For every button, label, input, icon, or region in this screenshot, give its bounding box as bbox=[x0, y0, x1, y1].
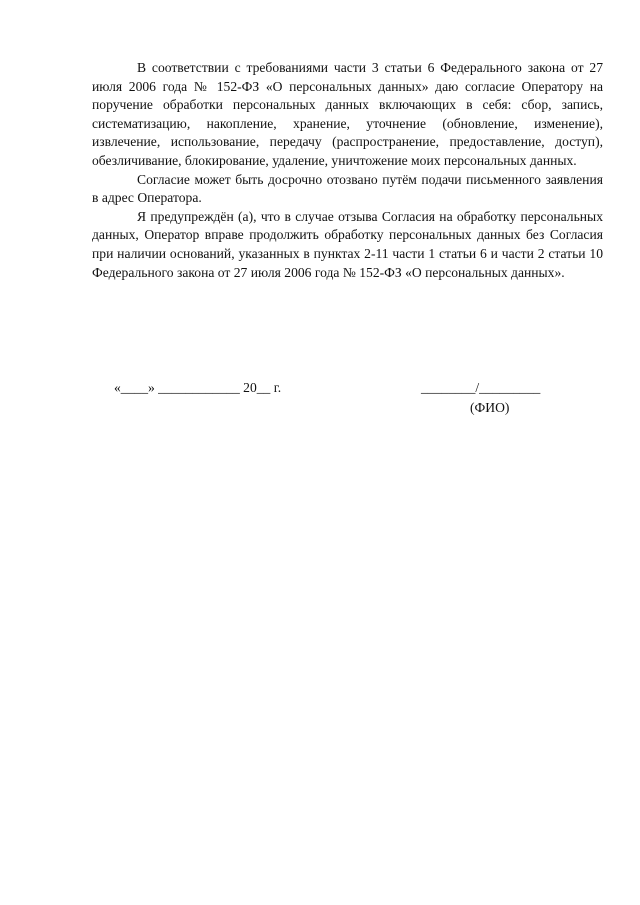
signature-block bbox=[92, 379, 603, 419]
consent-paragraph: В соответствии с требованиями части 3 статьи 6 Федерального закона от 27 июля 2006 года № 152-ФЗ «О персональных данных» даю согласие Оператору на поручение обработки персональных данных включающих в себя: сбор, запись, систематизацию, накопление, хранение, уточнение (обновление, изменение), извлечение, использование, передачу (распространение, предоставление, доступ), обезличивание, блокирование, удаление, уничтожение моих персональных данных. bbox=[92, 60, 603, 168]
revocation-paragraph: Согласие может быть досрочно отозвано путём подачи письменного заявления в адрес Оператора. bbox=[92, 171, 603, 206]
signature-line: ________/_________ bbox=[421, 380, 541, 395]
document-page bbox=[92, 59, 603, 415]
fio-label: (ФИО) bbox=[470, 400, 510, 415]
date-line: «____» ____________ 20__ г. bbox=[114, 380, 282, 395]
warning-paragraph: Я предупреждён (а), что в случае отзыва Согласия на обработку персональных данных, Оператор вправе продолжить обработку персональных данных без Согласия при наличии оснований, указанных в пунктах 2-11 части 1 статьи 6 и части 2 статьи 10 Федерального закона от 27 июля 2006 года № 152-ФЗ «О персональных данных». bbox=[92, 208, 603, 280]
